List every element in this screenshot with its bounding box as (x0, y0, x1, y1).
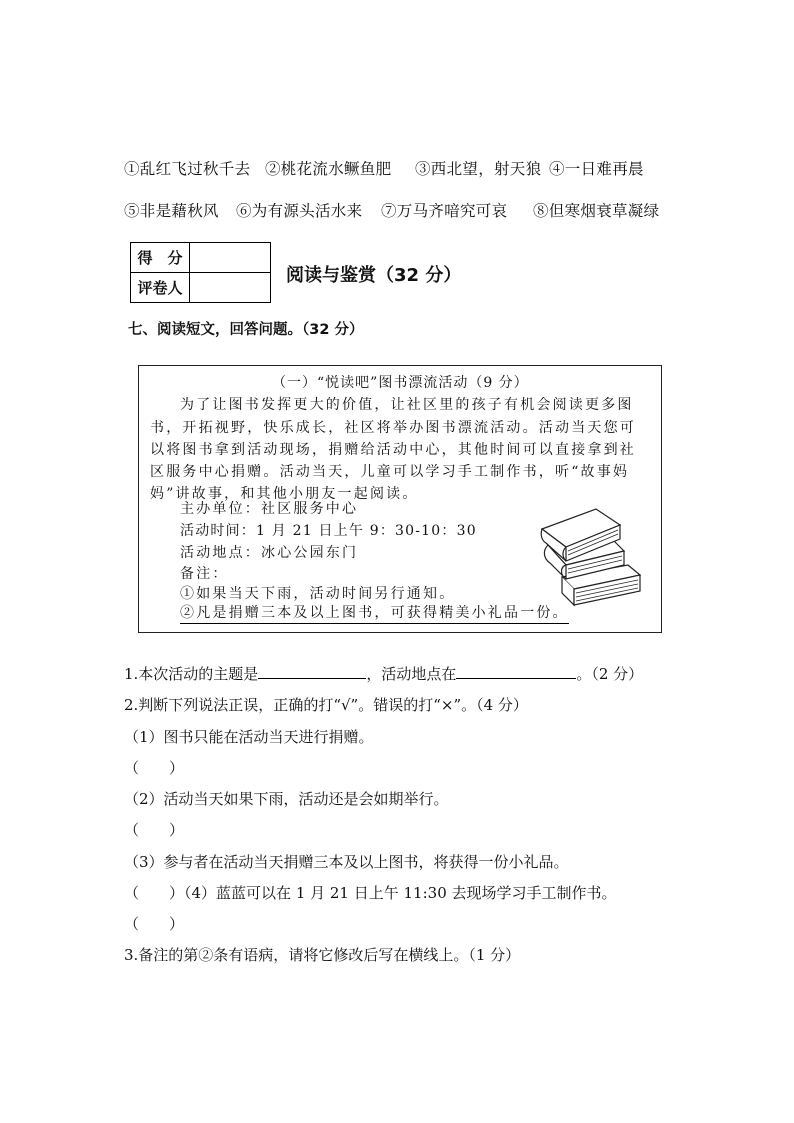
books-illustration (540, 505, 648, 615)
passage-line-5: 妈”讲故事，和其他小朋友一起阅读。 (150, 486, 419, 502)
organizer: 主办单位：社区服务中心 (180, 501, 359, 517)
poem-option-3: ③西北望，射天狼 (415, 160, 542, 178)
grader-cell[interactable] (190, 273, 271, 303)
poem-option-7: ⑦万马齐喑究可哀 (381, 202, 508, 220)
grader-label: 评卷人 (131, 273, 190, 303)
score-table (130, 242, 271, 303)
answer-paren-1[interactable]: （ ） (124, 759, 185, 777)
question-1-part-c: 。（2 分） (576, 665, 644, 683)
question-2-3: （3）参与者在活动当天捐赠三本及以上图书，将获得一份小礼品。 (124, 853, 569, 871)
event-place: 活动地点：冰心公园东门 (180, 545, 359, 561)
question-1 (124, 663, 643, 684)
question-3: 3.备注的第②条有语病，请将它修改后写在横线上。（1 分） (124, 946, 521, 964)
question7-title: 七、阅读短文，回答问题。（32 分） (128, 322, 364, 338)
remarks-label: 备注： (180, 566, 229, 582)
event-time: 活动时间：1 月 21 日上午 9：30-10：30 (180, 523, 477, 539)
question-1-part-b: ，活动地点在 (366, 665, 457, 683)
poem-option-1: ①乱红飞过秋千去 (124, 160, 251, 178)
poem-option-5: ⑤非是藉秋风 (124, 202, 219, 220)
question-2-1: （1）图书只能在活动当天进行捐赠。 (124, 728, 374, 746)
passage-line-4: 区服务中心捐赠。活动当天，儿童可以学习手工制作书，听“故事妈 (150, 464, 630, 480)
question-2: 2.判断下列说法正误，正确的打“√”。错误的打“×”。（4 分） (124, 696, 528, 714)
theme-answer-blank[interactable] (258, 664, 366, 679)
question-2-2: （2）活动当天如果下雨，活动还是会如期举行。 (124, 790, 449, 808)
passage-line-2: 书，开拓视野，快乐成长，社区将举办图书漂流活动。活动当天您可 (150, 420, 636, 436)
poem-option-2: ②桃花流水鳜鱼肥 (265, 160, 392, 178)
poem-option-8: ⑧但寒烟衰草凝绿 (533, 202, 660, 220)
poem-option-6: ⑥为有源头活水来 (236, 202, 363, 220)
score-cell[interactable] (190, 243, 271, 273)
passage-line-1: 为了让图书发挥更大的价值，让社区里的孩子有机会阅读更多图 (180, 397, 634, 413)
poem-option-4: ④一日难再晨 (549, 160, 644, 178)
answer-paren-4[interactable]: （ ） (124, 915, 185, 933)
place-answer-blank[interactable] (456, 664, 576, 679)
passage-line-3: 以将图书拿到活动现场，捐赠给活动中心，其他时间可以直接拿到社 (150, 442, 636, 458)
answer-paren-2[interactable]: （ ） (124, 821, 185, 839)
score-label: 得 分 (131, 243, 190, 273)
passage-title: （一）“悦读吧”图书漂流活动（9 分） (272, 375, 529, 391)
question-2-4: （ ）（4）蓝蓝可以在 1 月 21 日上午 11:30 去现场学习手工制作书。 (124, 884, 617, 902)
remark-2: ②凡是捐赠三本及以上图书，可获得精美小礼品一份。 (180, 602, 569, 624)
section-title: 阅读与鉴赏（32 分） (286, 265, 462, 286)
remark-1: ①如果当天下雨，活动时间另行通知。 (180, 586, 456, 602)
question-1-part-a: 1.本次活动的主题是 (124, 665, 259, 683)
